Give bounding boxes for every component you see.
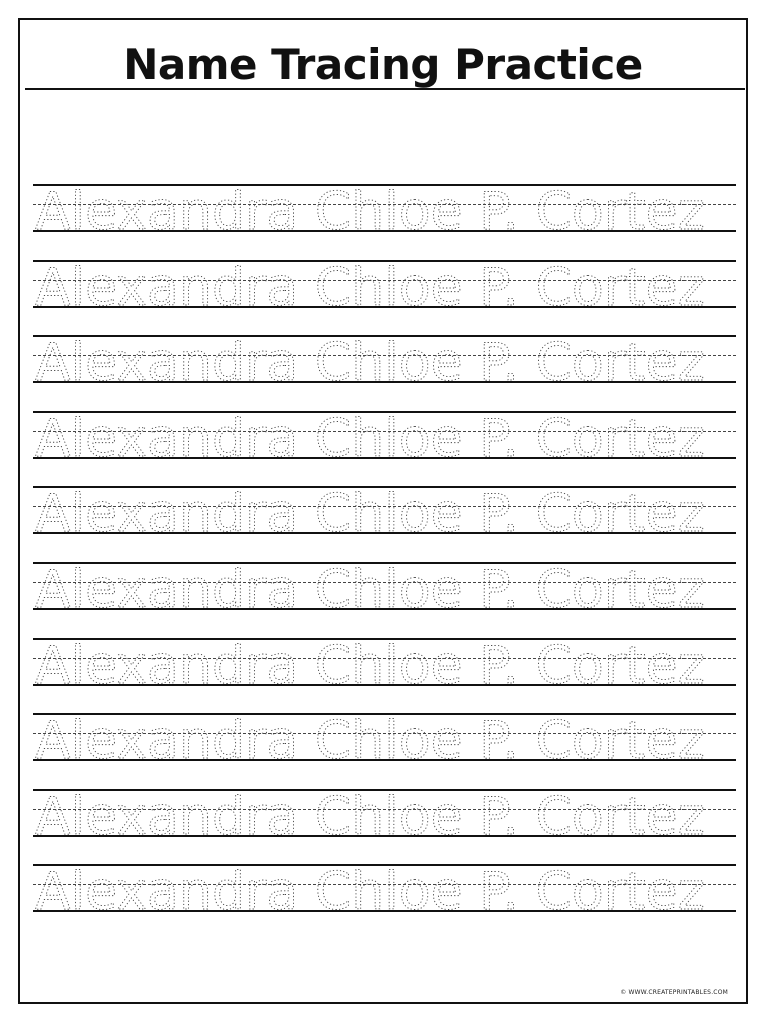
trace-name-text (33, 560, 736, 620)
trace-name: Alexandra Chloe P. Cortez (35, 257, 706, 318)
tracing-line (33, 257, 736, 318)
tracing-line (33, 484, 736, 545)
footer-credit: © WWW.CREATEPRINTABLES.COM (620, 989, 728, 996)
trace-name-text (33, 786, 736, 847)
trace-name: Alexandra Chloe P. Cortez (35, 408, 706, 469)
trace-name-text (33, 484, 736, 545)
tracing-line (33, 862, 736, 923)
trace-name: Alexandra Chloe P. Cortez (35, 484, 706, 545)
trace-name: Alexandra Chloe P. Cortez (35, 786, 706, 847)
trace-name-text (33, 711, 736, 772)
trace-name: Alexandra Chloe P. Cortez (35, 182, 706, 242)
tracing-line (33, 635, 736, 696)
trace-name-text (33, 408, 736, 469)
trace-name-text (33, 333, 736, 394)
trace-name: Alexandra Chloe P. Cortez (35, 333, 706, 394)
trace-name: Alexandra Chloe P. Cortez (35, 560, 706, 620)
tracing-line (33, 333, 736, 394)
tracing-line (33, 182, 736, 242)
trace-name: Alexandra Chloe P. Cortez (35, 862, 706, 923)
tracing-line (33, 786, 736, 847)
trace-name-text (33, 635, 736, 696)
tracing-line (33, 560, 736, 620)
trace-name-text (33, 182, 736, 242)
title-divider (25, 88, 745, 90)
trace-name: Alexandra Chloe P. Cortez (35, 635, 706, 696)
page-title: Name Tracing Practice (123, 40, 643, 89)
tracing-line (33, 408, 736, 469)
trace-name-text (33, 862, 736, 923)
trace-name-text (33, 257, 736, 318)
trace-name: Alexandra Chloe P. Cortez (35, 711, 706, 772)
tracing-line (33, 711, 736, 772)
